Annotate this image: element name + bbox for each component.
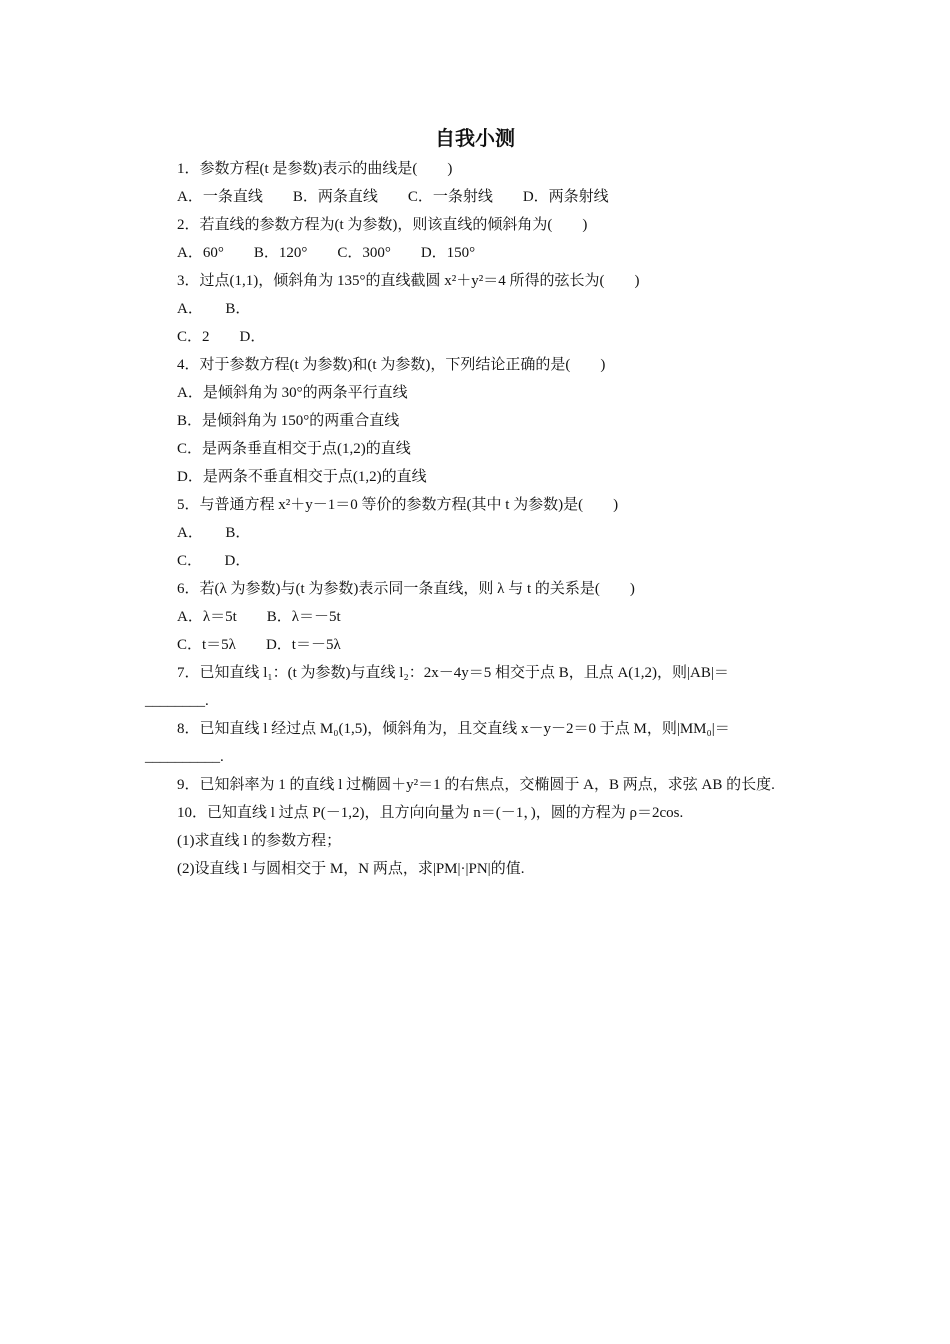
q5-stem: 5．与普通方程 x²＋y－1＝0 等价的参数方程(其中 t 为参数)是( ) xyxy=(177,497,619,513)
q6-options-ab: A．λ＝5t B．λ＝－5t xyxy=(177,609,341,625)
q7-answer-blank: ________. xyxy=(145,693,209,709)
q2-stem: 2．若直线的参数方程为(t 为参数)，则该直线的倾斜角为( ) xyxy=(177,217,588,233)
q10-stem: 10．已知直线 l 过点 P(－1,2)，且方向向量为 n＝(－1，)，圆的方程为 ρ＝2cos. xyxy=(177,805,684,821)
q8-stem: 8．已知直线 l 经过点 M₀(1,5)，倾斜角为，且交直线 x－y－2＝0 于点 M，则|MM₀|＝ xyxy=(177,721,730,737)
q6-options-cd: C．t＝5λ D．t＝－5λ xyxy=(177,637,341,653)
q10-part-1: (1)求直线 l 的参数方程； xyxy=(177,833,342,849)
q7-stem: 7．已知直线 l₁：(t 为参数)与直线 l₂：2x－4y＝5 相交于点 B，且点 A(1,2)，则|AB|＝ xyxy=(177,665,729,681)
q1-stem: 1．参数方程(t 是参数)表示的曲线是( ) xyxy=(177,161,453,177)
q3-stem: 3．过点(1,1)，倾斜角为 135°的直线截圆 x²＋y²＝4 所得的弦长为( ) xyxy=(177,273,640,289)
q1-options: A．一条直线 B．两条直线 C．一条射线 D．两条射线 xyxy=(177,189,609,205)
q4-option-b: B．是倾斜角为 150°的两重合直线 xyxy=(177,413,400,429)
q4-option-c: C．是两条垂直相交于点(1,2)的直线 xyxy=(177,441,411,457)
q3-options-cd: C．2 D． xyxy=(177,329,266,345)
q4-option-a: A．是倾斜角为 30°的两条平行直线 xyxy=(177,385,408,401)
q9-stem: 9．已知斜率为 1 的直线 l 过椭圆＋y²＝1 的右焦点，交椭圆于 A，B 两点，求弦 AB 的长度. xyxy=(177,777,775,793)
q8-answer-blank: __________. xyxy=(145,749,224,765)
q6-stem: 6．若(λ 为参数)与(t 为参数)表示同一条直线，则 λ 与 t 的关系是( ) xyxy=(177,581,635,597)
q4-option-d: D．是两条不垂直相交于点(1,2)的直线 xyxy=(177,469,427,485)
q2-options: A．60° B．120° C．300° D．150° xyxy=(177,245,476,261)
page-title: 自我小测 xyxy=(435,126,515,150)
q10-part-2: (2)设直线 l 与圆相交于 M，N 两点，求|PM|·|PN|的值. xyxy=(177,861,525,877)
q5-options-cd: C． D． xyxy=(177,553,251,569)
q4-stem: 4．对于参数方程(t 为参数)和(t 为参数)，下列结论正确的是( ) xyxy=(177,357,606,373)
q5-options-ab: A． B． xyxy=(177,525,251,541)
q3-options-ab: A． B． xyxy=(177,301,251,317)
